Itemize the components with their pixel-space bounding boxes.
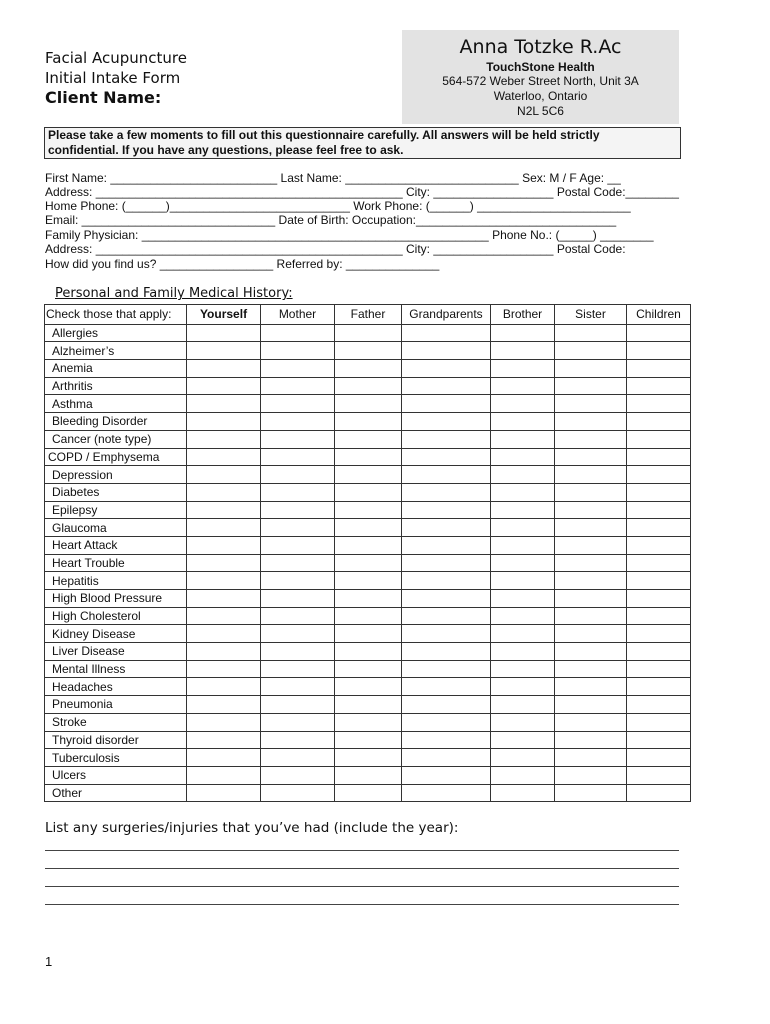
- checkbox-cell-children[interactable]: [627, 536, 691, 554]
- checkbox-cell-children[interactable]: [627, 448, 691, 466]
- table-row: [45, 466, 691, 484]
- checkbox-cell-brother[interactable]: [491, 413, 555, 431]
- checkbox-cell-yourself[interactable]: [187, 572, 261, 590]
- condition-label: Stroke: [45, 713, 187, 731]
- checkbox-cell-children[interactable]: [627, 696, 691, 714]
- checkbox-cell-mother[interactable]: [261, 377, 335, 395]
- checkbox-cell-sister[interactable]: [555, 395, 627, 413]
- checkbox-cell-father[interactable]: [335, 554, 402, 572]
- table-row: [45, 696, 691, 714]
- checkbox-cell-father[interactable]: [335, 749, 402, 767]
- checkbox-cell-children[interactable]: [627, 749, 691, 767]
- checkbox-cell-mother[interactable]: [261, 324, 335, 342]
- checkbox-cell-yourself[interactable]: [187, 766, 261, 784]
- checkbox-cell-brother[interactable]: [491, 324, 555, 342]
- checkbox-cell-children[interactable]: [627, 395, 691, 413]
- table-row: [45, 590, 691, 608]
- checkbox-cell-sister[interactable]: [555, 536, 627, 554]
- checkbox-cell-mother[interactable]: [261, 572, 335, 590]
- checkbox-cell-father[interactable]: [335, 501, 402, 519]
- checkbox-cell-yourself[interactable]: [187, 324, 261, 342]
- table-header-row: [45, 305, 691, 325]
- checkbox-cell-yourself[interactable]: [187, 501, 261, 519]
- condition-label: Cancer (note type): [45, 430, 187, 448]
- checkbox-cell-brother[interactable]: [491, 625, 555, 643]
- checkbox-cell-yourself[interactable]: [187, 395, 261, 413]
- checkbox-cell-sister[interactable]: [555, 660, 627, 678]
- form-title-line2: Initial Intake Form: [45, 69, 181, 87]
- checkbox-cell-father[interactable]: [335, 430, 402, 448]
- condition-label: High Blood Pressure: [45, 590, 187, 608]
- checkbox-cell-yourself[interactable]: [187, 607, 261, 625]
- checkbox-cell-father[interactable]: [335, 448, 402, 466]
- checkbox-cell-brother[interactable]: [491, 536, 555, 554]
- table-row: [45, 360, 691, 378]
- checkbox-cell-mother[interactable]: [261, 713, 335, 731]
- checkbox-cell-children[interactable]: [627, 483, 691, 501]
- checkbox-cell-sister[interactable]: [555, 696, 627, 714]
- table-row: [45, 519, 691, 537]
- table-row: [45, 643, 691, 661]
- confidentiality-notice: [44, 127, 681, 159]
- condition-label: Glaucoma: [45, 519, 187, 537]
- checkbox-cell-mother[interactable]: [261, 483, 335, 501]
- condition-label: Hepatitis: [45, 572, 187, 590]
- checkbox-cell-brother[interactable]: [491, 678, 555, 696]
- checkbox-cell-father[interactable]: [335, 536, 402, 554]
- checkbox-cell-mother[interactable]: [261, 360, 335, 378]
- column-header-yourself: Yourself: [187, 305, 261, 325]
- table-row: [45, 554, 691, 572]
- checkbox-cell-father[interactable]: [335, 625, 402, 643]
- condition-label: Thyroid disorder: [45, 731, 187, 749]
- checkbox-cell-father[interactable]: [335, 607, 402, 625]
- checkbox-cell-sister[interactable]: [555, 448, 627, 466]
- checkbox-cell-yourself[interactable]: [187, 448, 261, 466]
- checkbox-cell-brother[interactable]: [491, 696, 555, 714]
- surgeries-prompt: List any surgeries/injuries that you’ve had (include the year):: [45, 820, 459, 836]
- checkbox-cell-mother[interactable]: [261, 784, 335, 802]
- checkbox-cell-sister[interactable]: [555, 413, 627, 431]
- checkbox-cell-grandparents[interactable]: [402, 342, 491, 360]
- checkbox-cell-brother[interactable]: [491, 590, 555, 608]
- clinic-postal-code: N2L 5C6: [517, 104, 564, 118]
- checkbox-cell-grandparents[interactable]: [402, 554, 491, 572]
- checkbox-cell-sister[interactable]: [555, 501, 627, 519]
- checkbox-cell-children[interactable]: [627, 554, 691, 572]
- checkbox-cell-mother[interactable]: [261, 607, 335, 625]
- checkbox-cell-grandparents[interactable]: [402, 766, 491, 784]
- column-header-sister: Sister: [555, 305, 627, 325]
- checkbox-cell-mother[interactable]: [261, 519, 335, 537]
- checkbox-cell-brother[interactable]: [491, 483, 555, 501]
- table-row: [45, 377, 691, 395]
- checkbox-cell-mother[interactable]: [261, 501, 335, 519]
- checkbox-cell-children[interactable]: [627, 643, 691, 661]
- checkbox-cell-mother[interactable]: [261, 413, 335, 431]
- checkbox-cell-children[interactable]: [627, 324, 691, 342]
- clinic-info-box: [402, 30, 679, 124]
- checkbox-cell-father[interactable]: [335, 713, 402, 731]
- checkbox-cell-sister[interactable]: [555, 483, 627, 501]
- practitioner-name: Anna Totzke R.Ac: [459, 36, 622, 58]
- checkbox-cell-mother[interactable]: [261, 590, 335, 608]
- checkbox-cell-mother[interactable]: [261, 430, 335, 448]
- checkbox-cell-children[interactable]: [627, 519, 691, 537]
- checkbox-cell-yourself[interactable]: [187, 342, 261, 360]
- checkbox-cell-brother[interactable]: [491, 607, 555, 625]
- checkbox-cell-father[interactable]: [335, 324, 402, 342]
- column-header-father: Father: [335, 305, 402, 325]
- checkbox-cell-father[interactable]: [335, 572, 402, 590]
- checkbox-cell-sister[interactable]: [555, 784, 627, 802]
- checkbox-cell-mother[interactable]: [261, 766, 335, 784]
- checkbox-cell-children[interactable]: [627, 607, 691, 625]
- checkbox-cell-grandparents[interactable]: [402, 607, 491, 625]
- surgeries-line[interactable]: [45, 886, 679, 887]
- checkbox-cell-mother[interactable]: [261, 466, 335, 484]
- checkbox-cell-brother[interactable]: [491, 448, 555, 466]
- checkbox-cell-sister[interactable]: [555, 607, 627, 625]
- table-row: [45, 607, 691, 625]
- checkbox-cell-yourself[interactable]: [187, 784, 261, 802]
- checkbox-cell-sister[interactable]: [555, 643, 627, 661]
- condition-label: Pneumonia: [45, 696, 187, 714]
- checkbox-cell-brother[interactable]: [491, 713, 555, 731]
- condition-label: Ulcers: [45, 766, 187, 784]
- checkbox-cell-grandparents[interactable]: [402, 590, 491, 608]
- checkbox-cell-grandparents[interactable]: [402, 395, 491, 413]
- table-row: [45, 342, 691, 360]
- checkbox-cell-sister[interactable]: [555, 572, 627, 590]
- checkbox-cell-children[interactable]: [627, 501, 691, 519]
- checkbox-cell-brother[interactable]: [491, 554, 555, 572]
- checkbox-cell-children[interactable]: [627, 360, 691, 378]
- checkbox-cell-children[interactable]: [627, 572, 691, 590]
- condition-label: COPD / Emphysema: [45, 448, 187, 466]
- condition-label: Bleeding Disorder: [45, 413, 187, 431]
- checkbox-cell-father[interactable]: [335, 466, 402, 484]
- field-referral[interactable]: How did you find us? _________________ Referred by: ______________: [45, 257, 440, 271]
- checkbox-cell-mother[interactable]: [261, 395, 335, 413]
- checkbox-cell-brother[interactable]: [491, 766, 555, 784]
- checkbox-cell-yourself[interactable]: [187, 660, 261, 678]
- checkbox-cell-yourself[interactable]: [187, 430, 261, 448]
- table-row: [45, 749, 691, 767]
- checkbox-cell-children[interactable]: [627, 766, 691, 784]
- checkbox-cell-grandparents[interactable]: [402, 430, 491, 448]
- checkbox-cell-sister[interactable]: [555, 554, 627, 572]
- checkbox-cell-grandparents[interactable]: [402, 643, 491, 661]
- condition-label: Headaches: [45, 678, 187, 696]
- checkbox-cell-grandparents[interactable]: [402, 678, 491, 696]
- checkbox-cell-grandparents[interactable]: [402, 360, 491, 378]
- checkbox-cell-father[interactable]: [335, 696, 402, 714]
- checkbox-cell-children[interactable]: [627, 413, 691, 431]
- checkbox-cell-children[interactable]: [627, 342, 691, 360]
- table-row: [45, 731, 691, 749]
- checkbox-cell-yourself[interactable]: [187, 678, 261, 696]
- checkbox-cell-children[interactable]: [627, 713, 691, 731]
- checkbox-cell-yourself[interactable]: [187, 466, 261, 484]
- medical-history-title: Personal and Family Medical History:: [55, 286, 293, 301]
- checkbox-cell-grandparents[interactable]: [402, 501, 491, 519]
- checkbox-cell-children[interactable]: [627, 678, 691, 696]
- form-title-line1: Facial Acupuncture: [45, 49, 187, 67]
- checkbox-cell-grandparents[interactable]: [402, 749, 491, 767]
- checkbox-cell-father[interactable]: [335, 678, 402, 696]
- checkbox-cell-sister[interactable]: [555, 713, 627, 731]
- checkbox-cell-yourself[interactable]: [187, 590, 261, 608]
- checkbox-cell-yourself[interactable]: [187, 519, 261, 537]
- condition-label: Diabetes: [45, 483, 187, 501]
- checkbox-cell-yourself[interactable]: [187, 377, 261, 395]
- checkbox-cell-mother[interactable]: [261, 749, 335, 767]
- page-number: 1: [45, 954, 53, 969]
- notice-line1: Please take a few moments to fill out this questionnaire carefully. All answers will be held strictly: [48, 128, 600, 142]
- checkbox-cell-yourself[interactable]: [187, 713, 261, 731]
- checkbox-cell-brother[interactable]: [491, 519, 555, 537]
- checkbox-cell-yourself[interactable]: [187, 696, 261, 714]
- checkbox-cell-mother[interactable]: [261, 678, 335, 696]
- table-row: [45, 448, 691, 466]
- condition-label: Heart Trouble: [45, 554, 187, 572]
- condition-label: Kidney Disease: [45, 625, 187, 643]
- checkbox-cell-yourself[interactable]: [187, 413, 261, 431]
- condition-label: Arthritis: [45, 377, 187, 395]
- checkbox-cell-mother[interactable]: [261, 536, 335, 554]
- condition-label: Allergies: [45, 324, 187, 342]
- column-header-mother: Mother: [261, 305, 335, 325]
- table-row: [45, 430, 691, 448]
- checkbox-cell-grandparents[interactable]: [402, 324, 491, 342]
- checkbox-cell-brother[interactable]: [491, 572, 555, 590]
- checkbox-cell-grandparents[interactable]: [402, 784, 491, 802]
- checkbox-cell-father[interactable]: [335, 660, 402, 678]
- checkbox-cell-sister[interactable]: [555, 519, 627, 537]
- table-row: [45, 572, 691, 590]
- checkbox-cell-sister[interactable]: [555, 749, 627, 767]
- checkbox-cell-yourself[interactable]: [187, 536, 261, 554]
- checkbox-cell-sister[interactable]: [555, 590, 627, 608]
- checkbox-cell-father[interactable]: [335, 413, 402, 431]
- checkbox-cell-grandparents[interactable]: [402, 448, 491, 466]
- table-row: [45, 625, 691, 643]
- checkbox-cell-sister[interactable]: [555, 377, 627, 395]
- field-first-last-name[interactable]: First Name: _________________________ Last Name: __________________________ Sex: M / F Age: __: [45, 171, 621, 185]
- checkbox-cell-grandparents[interactable]: [402, 413, 491, 431]
- checkbox-cell-sister[interactable]: [555, 342, 627, 360]
- checkbox-cell-children[interactable]: [627, 625, 691, 643]
- checkbox-cell-sister[interactable]: [555, 430, 627, 448]
- checkbox-cell-father[interactable]: [335, 360, 402, 378]
- check-label: Check those that apply:: [45, 305, 187, 325]
- checkbox-cell-mother[interactable]: [261, 625, 335, 643]
- checkbox-cell-children[interactable]: [627, 784, 691, 802]
- checkbox-cell-grandparents[interactable]: [402, 519, 491, 537]
- surgeries-line[interactable]: [45, 904, 679, 905]
- condition-label: Other: [45, 784, 187, 802]
- checkbox-cell-children[interactable]: [627, 731, 691, 749]
- field-address[interactable]: Address: ______________________________________________ City: __________________ Postal Code:________: [45, 185, 679, 199]
- table-row: [45, 678, 691, 696]
- checkbox-cell-father[interactable]: [335, 643, 402, 661]
- table-row: [45, 536, 691, 554]
- column-header-grandparents: Grandparents: [402, 305, 491, 325]
- condition-label: High Cholesterol: [45, 607, 187, 625]
- checkbox-cell-yourself[interactable]: [187, 360, 261, 378]
- clinic-address-line2: Waterloo, Ontario: [493, 89, 588, 103]
- medical-history-table: [44, 304, 691, 802]
- checkbox-cell-grandparents[interactable]: [402, 696, 491, 714]
- checkbox-cell-grandparents[interactable]: [402, 377, 491, 395]
- checkbox-cell-mother[interactable]: [261, 643, 335, 661]
- checkbox-cell-father[interactable]: [335, 784, 402, 802]
- checkbox-cell-father[interactable]: [335, 342, 402, 360]
- client-name-label: Client Name:: [45, 88, 162, 107]
- checkbox-cell-sister[interactable]: [555, 324, 627, 342]
- condition-label: Asthma: [45, 395, 187, 413]
- checkbox-cell-yourself[interactable]: [187, 483, 261, 501]
- checkbox-cell-yourself[interactable]: [187, 554, 261, 572]
- checkbox-cell-father[interactable]: [335, 590, 402, 608]
- checkbox-cell-mother[interactable]: [261, 448, 335, 466]
- checkbox-cell-children[interactable]: [627, 660, 691, 678]
- checkbox-cell-yourself[interactable]: [187, 731, 261, 749]
- checkbox-cell-mother[interactable]: [261, 554, 335, 572]
- checkbox-cell-children[interactable]: [627, 466, 691, 484]
- table-row: [45, 395, 691, 413]
- condition-label: Mental Illness: [45, 660, 187, 678]
- table-row: [45, 483, 691, 501]
- checkbox-cell-grandparents[interactable]: [402, 466, 491, 484]
- checkbox-cell-sister[interactable]: [555, 731, 627, 749]
- checkbox-cell-brother[interactable]: [491, 395, 555, 413]
- field-physician-address[interactable]: Address: ______________________________________________ City: __________________ Postal Code:: [45, 242, 626, 256]
- checkbox-cell-mother[interactable]: [261, 342, 335, 360]
- surgeries-line[interactable]: [45, 868, 679, 869]
- condition-label: Alzheimer’s: [45, 342, 187, 360]
- checkbox-cell-children[interactable]: [627, 430, 691, 448]
- checkbox-cell-brother[interactable]: [491, 660, 555, 678]
- checkbox-cell-sister[interactable]: [555, 678, 627, 696]
- table-row: [45, 713, 691, 731]
- table-row: [45, 660, 691, 678]
- condition-label: Epilepsy: [45, 501, 187, 519]
- checkbox-cell-father[interactable]: [335, 519, 402, 537]
- field-email-dob-occupation[interactable]: Email: _____________________________ Date of Birth: Occupation:______________________________: [45, 213, 617, 227]
- checkbox-cell-grandparents[interactable]: [402, 713, 491, 731]
- checkbox-cell-children[interactable]: [627, 590, 691, 608]
- checkbox-cell-grandparents[interactable]: [402, 572, 491, 590]
- form-title-block: [45, 48, 187, 108]
- clinic-address-line1: 564-572 Weber Street North, Unit 3A: [442, 74, 639, 88]
- checkbox-cell-father[interactable]: [335, 731, 402, 749]
- checkbox-cell-brother[interactable]: [491, 501, 555, 519]
- checkbox-cell-sister[interactable]: [555, 766, 627, 784]
- table-row: [45, 766, 691, 784]
- checkbox-cell-mother[interactable]: [261, 696, 335, 714]
- checkbox-cell-mother[interactable]: [261, 660, 335, 678]
- checkbox-cell-grandparents[interactable]: [402, 731, 491, 749]
- checkbox-cell-brother[interactable]: [491, 643, 555, 661]
- checkbox-cell-yourself[interactable]: [187, 643, 261, 661]
- checkbox-cell-brother[interactable]: [491, 360, 555, 378]
- column-header-children: Children: [627, 305, 691, 325]
- checkbox-cell-brother[interactable]: [491, 731, 555, 749]
- checkbox-cell-grandparents[interactable]: [402, 536, 491, 554]
- condition-label: Depression: [45, 466, 187, 484]
- checkbox-cell-brother[interactable]: [491, 784, 555, 802]
- checkbox-cell-father[interactable]: [335, 766, 402, 784]
- checkbox-cell-father[interactable]: [335, 483, 402, 501]
- checkbox-cell-brother[interactable]: [491, 377, 555, 395]
- table-row: [45, 413, 691, 431]
- condition-label: Anemia: [45, 360, 187, 378]
- checkbox-cell-father[interactable]: [335, 377, 402, 395]
- checkbox-cell-brother[interactable]: [491, 342, 555, 360]
- column-header-brother: Brother: [491, 305, 555, 325]
- table-row: [45, 784, 691, 802]
- field-family-physician[interactable]: Family Physician: ____________________________________________________ Phone No.: (_____) ________: [45, 228, 654, 242]
- clinic-business-name: TouchStone Health: [486, 60, 595, 74]
- checkbox-cell-sister[interactable]: [555, 625, 627, 643]
- checkbox-cell-sister[interactable]: [555, 360, 627, 378]
- table-row: [45, 501, 691, 519]
- notice-line2: confidential. If you have any questions, please feel free to ask.: [48, 143, 404, 157]
- checkbox-cell-brother[interactable]: [491, 466, 555, 484]
- checkbox-cell-grandparents[interactable]: [402, 483, 491, 501]
- checkbox-cell-grandparents[interactable]: [402, 660, 491, 678]
- checkbox-cell-mother[interactable]: [261, 731, 335, 749]
- condition-label: Heart Attack: [45, 536, 187, 554]
- surgeries-line[interactable]: [45, 850, 679, 851]
- checkbox-cell-brother[interactable]: [491, 749, 555, 767]
- field-phones[interactable]: Home Phone: (______)___________________________ Work Phone: (______) _______________________: [45, 199, 631, 213]
- condition-label: Tuberculosis: [45, 749, 187, 767]
- checkbox-cell-sister[interactable]: [555, 466, 627, 484]
- table-row: [45, 324, 691, 342]
- checkbox-cell-grandparents[interactable]: [402, 625, 491, 643]
- checkbox-cell-father[interactable]: [335, 395, 402, 413]
- checkbox-cell-children[interactable]: [627, 377, 691, 395]
- checkbox-cell-brother[interactable]: [491, 430, 555, 448]
- checkbox-cell-yourself[interactable]: [187, 625, 261, 643]
- checkbox-cell-yourself[interactable]: [187, 749, 261, 767]
- condition-label: Liver Disease: [45, 643, 187, 661]
